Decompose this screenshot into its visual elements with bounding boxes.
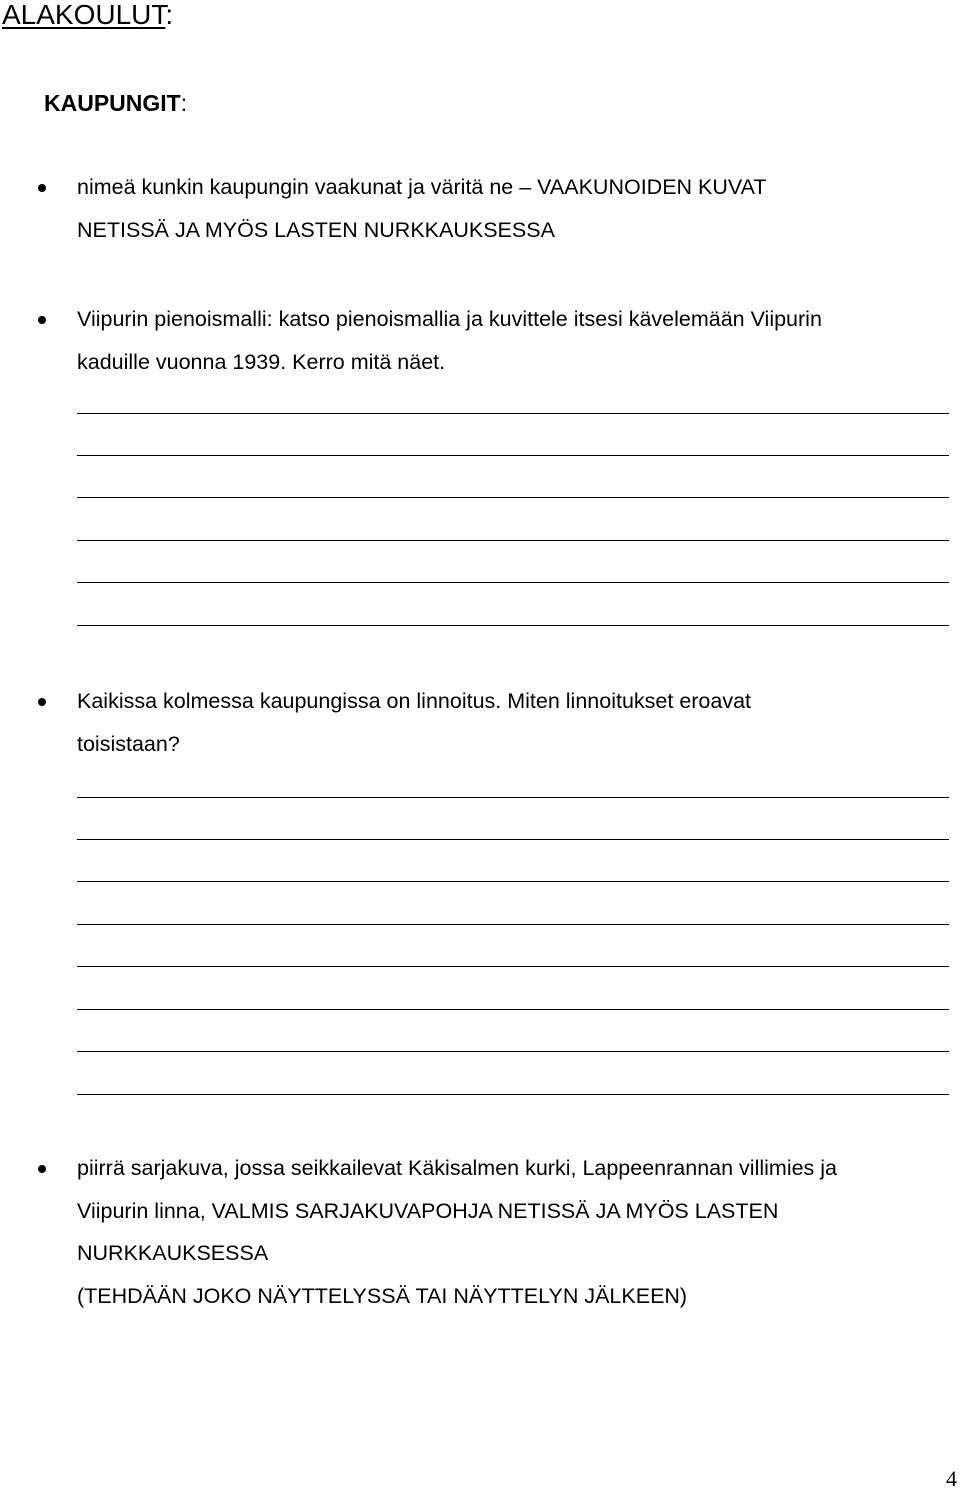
list-item-line: Viipurin pienoismalli: katso pienoismallia ja kuvittele itsesi kävelemään Viipurin [77, 307, 822, 331]
list-item-line: kaduille vuonna 1939. Kerro mitä näet. [77, 349, 446, 374]
answer-line[interactable] [77, 1094, 949, 1095]
answer-line[interactable] [77, 839, 949, 840]
list-item-fortresses [77, 680, 957, 765]
list-item-line: (TEHDÄÄN JOKO NÄYTTELYSSÄ TAI NÄYTTELYN JÄLKEEN) [77, 1283, 688, 1308]
answer-line[interactable] [77, 497, 949, 498]
list-item-comic [77, 1147, 957, 1317]
answer-line[interactable] [77, 924, 949, 925]
bullet-icon [38, 184, 46, 192]
answer-line[interactable] [77, 540, 949, 541]
list-item-line: toisistaan? [77, 731, 180, 756]
section-heading-colon: : [180, 90, 188, 116]
answer-line[interactable] [77, 582, 949, 583]
list-item-scale-model [77, 298, 957, 383]
page-title-colon: : [165, 0, 174, 30]
answer-line[interactable] [77, 1009, 949, 1010]
answer-line[interactable] [77, 797, 949, 798]
answer-line[interactable] [77, 413, 949, 414]
page-title [2, 0, 173, 32]
page-title-text: ALAKOULUT [2, 0, 166, 30]
list-item-line: NURKKAUKSESSA [77, 1241, 269, 1265]
bullet-icon [38, 698, 46, 706]
answer-line[interactable] [77, 455, 949, 456]
list-item-line: Viipurin linna, VALMIS SARJAKUVAPOHJA NETISSÄ JA MYÖS LASTEN [77, 1198, 779, 1223]
answer-line[interactable] [77, 966, 949, 967]
answer-line[interactable] [77, 881, 949, 882]
bullet-icon [38, 316, 46, 324]
answer-line[interactable] [77, 625, 949, 626]
section-heading [44, 88, 187, 118]
list-item-line: NETISSÄ JA MYÖS LASTEN NURKKAUKSESSA [77, 217, 555, 242]
list-item-line: piirrä sarjakuva, jossa seikkailevat Käkisalmen kurki, Lappeenrannan villimies ja [77, 1156, 838, 1180]
list-item-line: nimeä kunkin kaupungin vaakunat ja väritä ne – VAAKUNOIDEN KUVAT [77, 175, 767, 199]
list-item-coats-of-arms [77, 166, 957, 251]
list-item-line: Kaikissa kolmessa kaupungissa on linnoitus. Miten linnoitukset eroavat [77, 689, 752, 713]
section-heading-text: KAUPUNGIT [44, 90, 181, 116]
bullet-icon [38, 1165, 46, 1173]
page-number: 4 [946, 1466, 957, 1491]
answer-line[interactable] [77, 1051, 949, 1052]
